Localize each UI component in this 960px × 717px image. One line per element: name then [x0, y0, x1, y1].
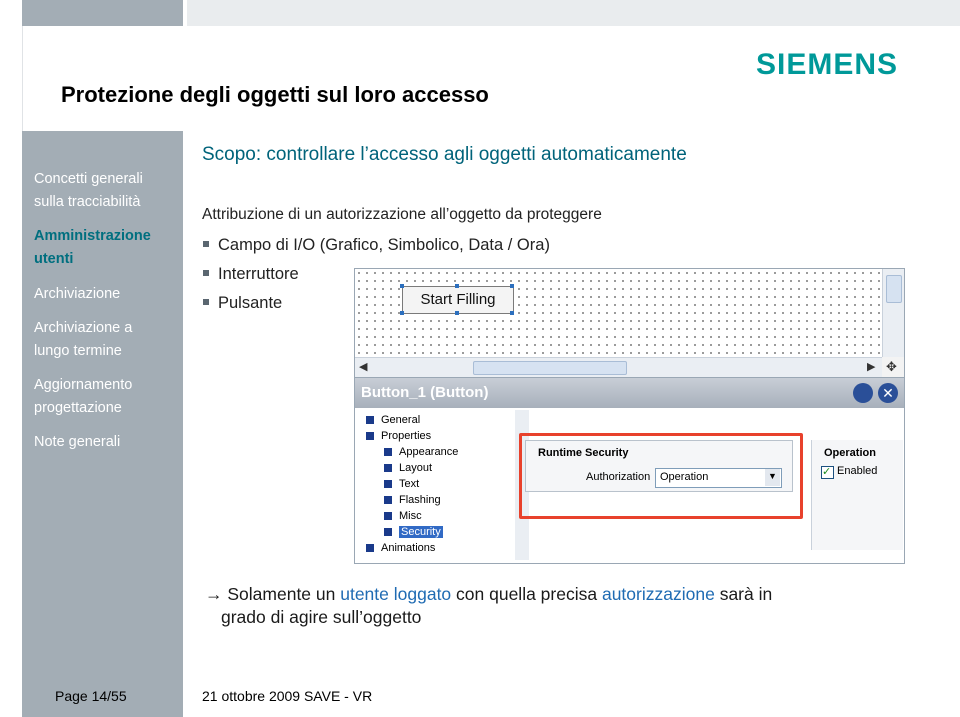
header-strip — [187, 0, 960, 26]
editor-screenshot — [354, 268, 905, 378]
scroll-left-icon[interactable]: ◀ — [359, 361, 368, 373]
vertical-scrollbar[interactable] — [882, 269, 904, 357]
bullet-text: Pulsante — [218, 294, 283, 312]
expand-arrow-icon — [366, 544, 374, 552]
bullet-icon — [203, 270, 209, 276]
sidebar-item-amministrazione[interactable] — [34, 225, 179, 271]
note-line-1: → Solamente un utente loggato con quella precisa autorizzazione sarà in — [205, 584, 773, 604]
sidebar-item-label: Note generali — [34, 434, 121, 450]
tree-node-icon — [384, 496, 392, 504]
tree-node-icon — [366, 416, 374, 424]
sidebar-item-concetti[interactable] — [34, 168, 179, 214]
bullet-icon — [203, 299, 209, 305]
tree-item-general[interactable]: General — [366, 414, 420, 426]
enabled-checkbox[interactable] — [821, 466, 834, 479]
footer-date: 21 ottobre 2009 SAVE - VR — [202, 688, 373, 704]
check-icon: ✓ — [822, 466, 832, 478]
sidebar-item-note[interactable] — [34, 431, 179, 454]
bullet-text: Interruttore — [218, 265, 299, 283]
vertical-scroll-thumb[interactable] — [886, 275, 902, 303]
tree-item-properties[interactable]: Properties — [366, 430, 431, 442]
sidebar-item-label: Amministrazione — [34, 228, 151, 244]
sidebar-item-archiviazione[interactable] — [34, 283, 179, 306]
resize-handle[interactable] — [510, 284, 514, 288]
scope-heading: Scopo: controllare l’accesso agli oggetti automaticamente — [202, 144, 687, 165]
properties-title-bar — [355, 378, 904, 408]
tree-item-animations[interactable]: Animations — [366, 542, 435, 554]
tree-node-icon — [384, 448, 392, 456]
bullet-item — [203, 265, 299, 284]
scroll-right-icon[interactable]: ▶ — [867, 361, 876, 373]
authorization-label: Authorization — [586, 471, 651, 483]
tree-item-misc[interactable]: Misc — [384, 510, 422, 522]
bullet-item — [203, 236, 550, 255]
properties-screenshot — [354, 377, 905, 564]
sidebar-item-label: Concetti generali — [34, 171, 143, 187]
bullet-text: Campo di I/O (Grafico, Simbolico, Data / Ora) — [218, 236, 550, 254]
editor-canvas[interactable] — [355, 269, 882, 357]
horizontal-scroll-thumb[interactable] — [473, 361, 627, 375]
footer-area — [183, 652, 960, 717]
runtime-security-label: Runtime Security — [538, 447, 629, 459]
tree-item-text[interactable]: Text — [384, 478, 419, 490]
sidebar-item-label: lungo termine — [34, 343, 122, 359]
tree-node-icon — [384, 480, 392, 488]
sidebar-item-label: utenti — [34, 251, 74, 267]
authorization-value: Operation — [660, 471, 709, 483]
tree-item-flashing[interactable]: Flashing — [384, 494, 441, 506]
sidebar-item-label: sulla tracciabilità — [34, 194, 141, 210]
tree-item-appearance[interactable]: Appearance — [384, 446, 458, 458]
pin-icon[interactable] — [853, 383, 873, 403]
page-number: Page 14/55 — [55, 688, 127, 704]
copyright-text: © Siemens AG 2009. All Rights Reserved. — [600, 664, 895, 681]
page-title: Protezione degli oggetti sul loro accesso — [61, 82, 489, 107]
tree-item-security[interactable]: Security — [384, 526, 443, 538]
arrow-icon: → — [205, 584, 223, 604]
sidebar-item-label: progettazione — [34, 400, 122, 416]
chevron-down-icon[interactable]: ▼ — [765, 469, 780, 486]
bullet-item — [203, 294, 282, 313]
sidebar-item-label: Aggiornamento — [34, 377, 133, 393]
siemens-logo: SIEMENS — [756, 48, 899, 81]
resize-handle[interactable] — [455, 284, 459, 288]
bullet-icon — [203, 241, 209, 247]
resize-handle[interactable] — [455, 311, 459, 315]
sidebar-item-label: Archiviazione — [34, 286, 121, 302]
enabled-label: Enabled — [837, 465, 878, 477]
tree-node-icon — [384, 528, 392, 536]
tree-node-icon — [384, 464, 392, 472]
tree-node-icon — [384, 512, 392, 520]
attribution-text: Attribuzione di un autorizzazione all’oggetto da proteggere — [202, 206, 602, 223]
properties-tree — [360, 410, 516, 560]
resize-handle[interactable] — [400, 284, 404, 288]
expand-arrow-icon — [366, 432, 374, 440]
start-filling-button[interactable]: Start Filling — [402, 286, 514, 314]
tree-item-layout[interactable]: Layout — [384, 462, 432, 474]
properties-title: Button_1 (Button) — [361, 384, 489, 401]
security-highlight-box — [519, 433, 803, 519]
note-line-2: grado di agire sull’oggetto — [221, 607, 422, 627]
operation-label: Operation — [824, 447, 876, 459]
close-icon[interactable]: ✕ — [878, 383, 898, 403]
resize-handle[interactable] — [510, 311, 514, 315]
resize-handle[interactable] — [400, 311, 404, 315]
sidebar-item-aggiornamento[interactable] — [34, 374, 179, 420]
sidebar-item-archiviazione-lungo[interactable] — [34, 317, 179, 363]
sidebar-item-label: Archiviazione a — [34, 320, 133, 336]
horizontal-scrollbar[interactable] — [355, 357, 882, 377]
move-icon[interactable]: ✥ — [886, 359, 897, 374]
